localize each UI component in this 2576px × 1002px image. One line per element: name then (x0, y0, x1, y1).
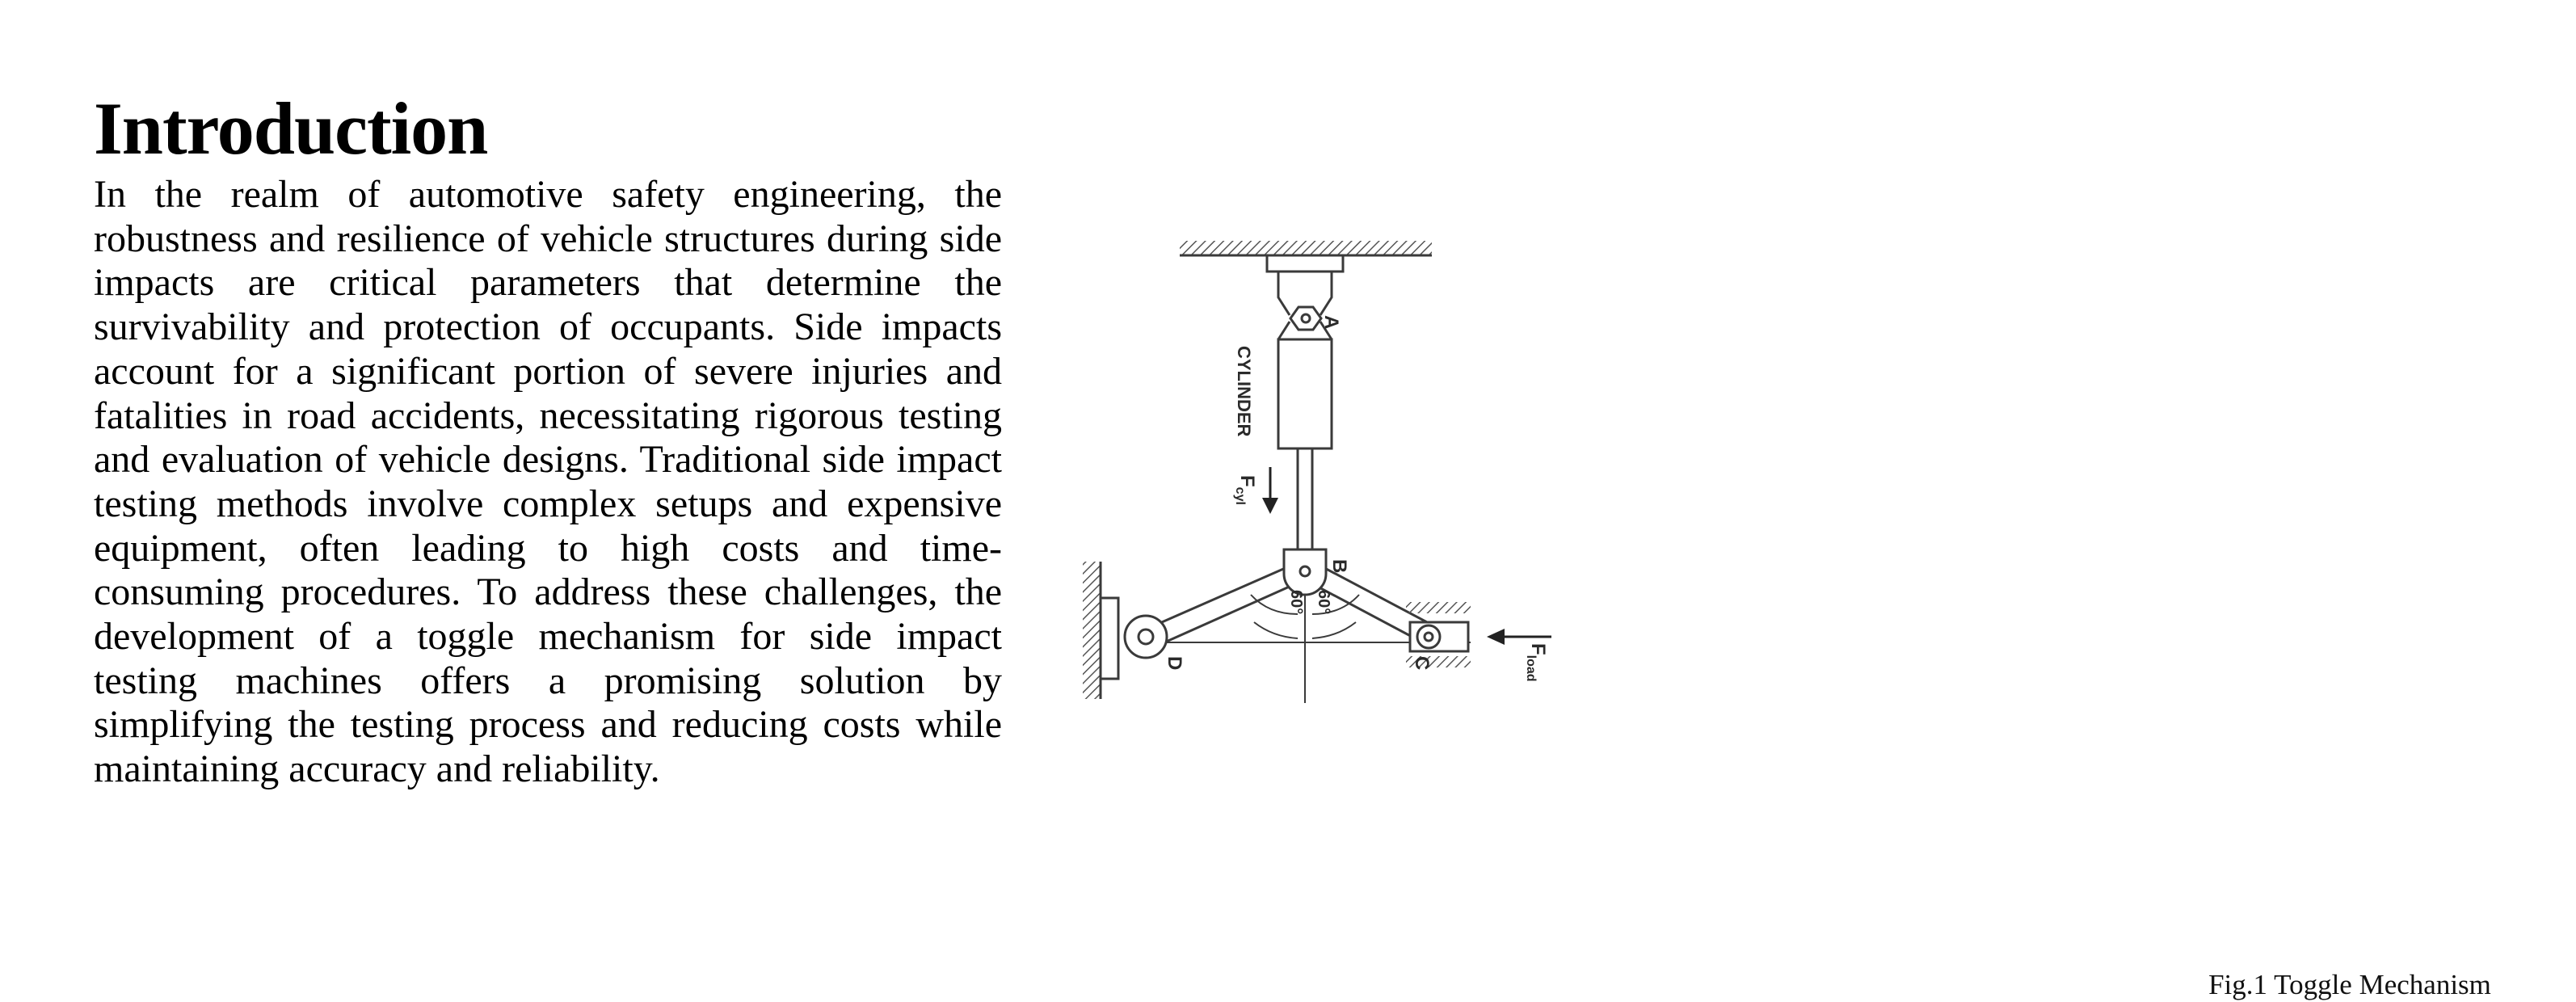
angle-arc-left-lower (1254, 622, 1298, 638)
toggle-mechanism-diagram (1050, 194, 1616, 711)
cylinder-label: CYLINDER (1234, 346, 1254, 437)
point-a-label: A (1320, 315, 1342, 330)
slider-c-pin (1417, 625, 1440, 648)
joint-b (1284, 549, 1326, 595)
link-bd (1143, 564, 1307, 646)
left-wall-hatch (1083, 562, 1101, 699)
angle-arc-right-lower (1312, 622, 1356, 638)
toggle-mechanism-figure (1050, 194, 2491, 1000)
force-cyl-label: $F_{cyl}$ (1233, 475, 1258, 505)
slide-title: Introduction (94, 87, 488, 170)
left-wall-block (1101, 598, 1118, 679)
figure-caption: Fig.1 Toggle Mechanism (2208, 969, 2491, 1000)
top-mount-block (1267, 255, 1343, 272)
force-load-label: $F_{load}$ (1524, 643, 1549, 682)
angle-left-label: 60° (1287, 590, 1305, 615)
slider-top-hatch (1406, 602, 1471, 613)
point-d-label: D (1164, 656, 1185, 671)
pin-a (1290, 307, 1321, 330)
angle-right-label: 60° (1315, 590, 1332, 615)
point-b-label: B (1328, 559, 1350, 574)
force-cyl-arrow-head (1262, 498, 1278, 514)
introduction-paragraph: In the realm of automotive safety engineering, the robustness and resilience of vehicle structures during side impacts are critical parameters that determine the survivability and protection of occupants. Side impacts account for a significant portion of severe injuries and fatalities in road accidents, necessitating rigorous testing and evaluation of vehicle designs. Traditional side impact testing methods involve complex setups and expensive equipment, often leading to high costs and time-consuming procedures. To address these challenges, the development of a toggle mechanism for side impact testing machines offers a promising solution by simplifying the testing process and reducing costs while maintaining accuracy and reliability. (94, 173, 1002, 791)
pivot-d (1125, 616, 1167, 658)
point-c-label: C (1411, 656, 1433, 671)
top-ground-hatch (1180, 241, 1432, 255)
cylinder-body (1278, 339, 1332, 448)
force-load-arrow-head (1487, 629, 1505, 645)
